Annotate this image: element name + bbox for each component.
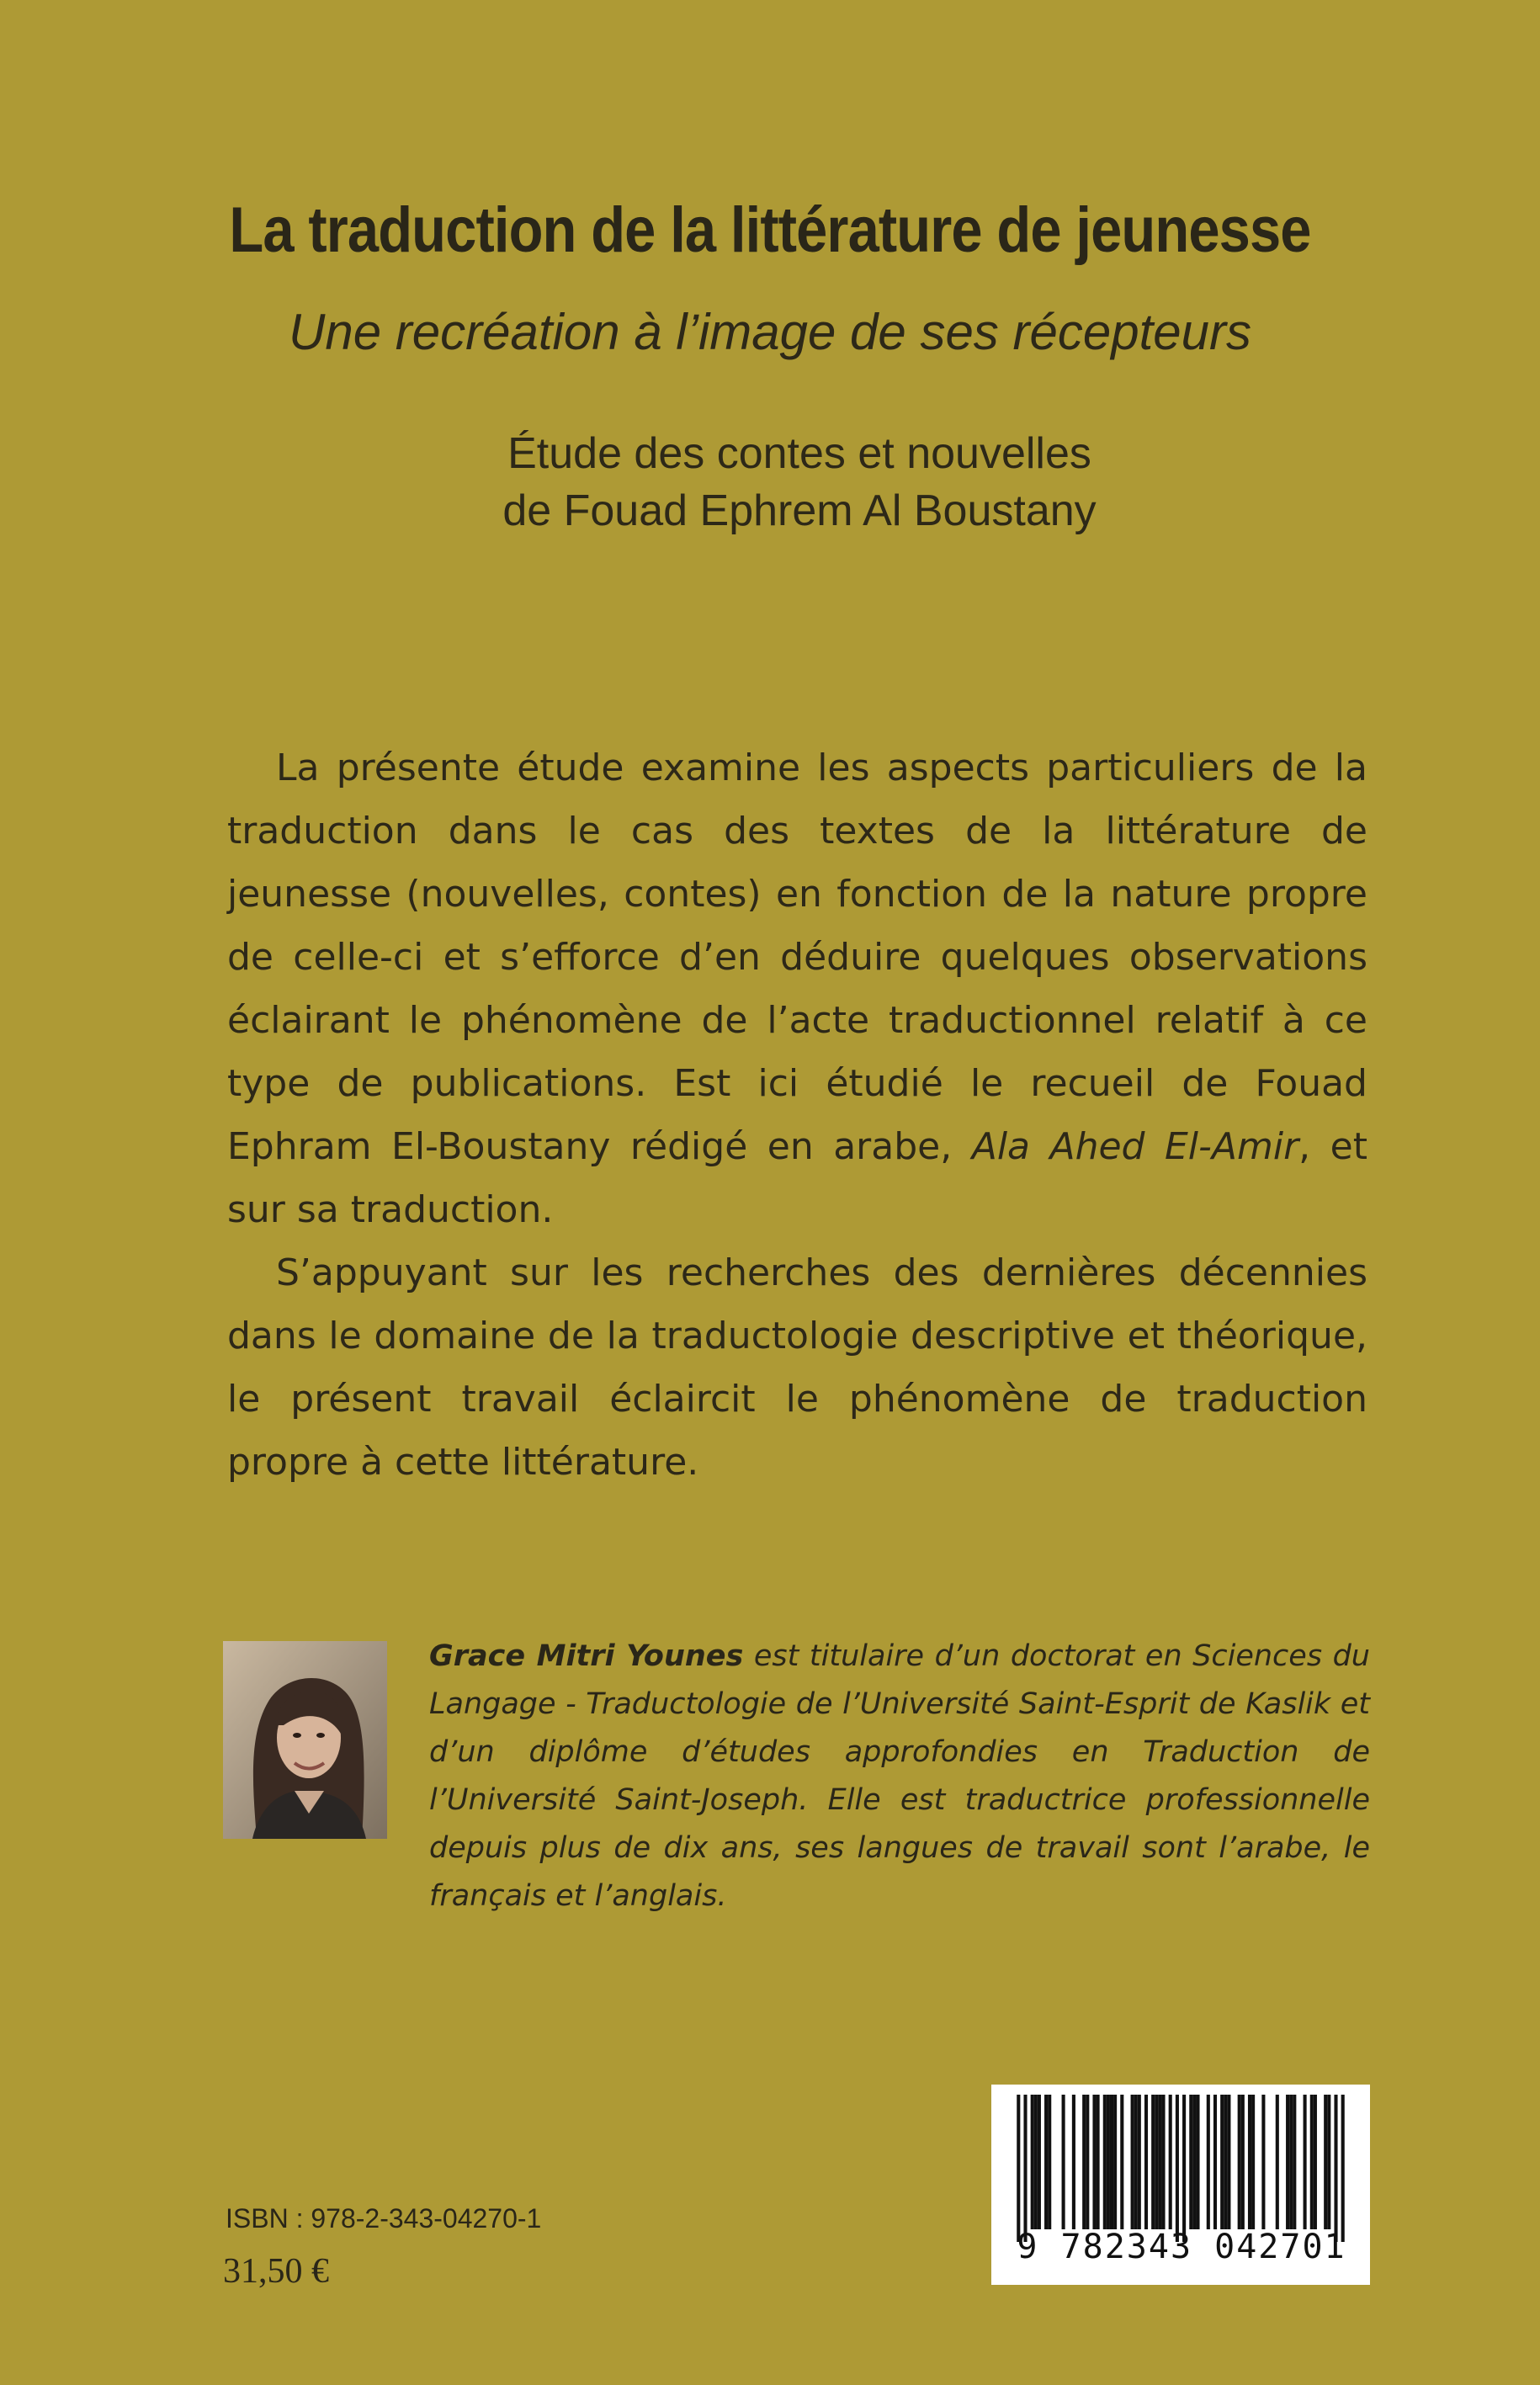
summary-paragraph-1: [227, 736, 1367, 1241]
barcode-bar: [1072, 2095, 1075, 2229]
barcode-bar: [1213, 2095, 1217, 2229]
book-title: La traduction de la littérature de jeunesse: [229, 194, 1311, 266]
barcode-bar: [1261, 2095, 1265, 2229]
barcode-bar: [1276, 2095, 1279, 2229]
barcode-bar: [1086, 2095, 1089, 2229]
isbn: ISBN : 978-2-343-04270-1: [226, 2203, 542, 2234]
barcode-bar: [1092, 2095, 1096, 2229]
barcode-bar: [1131, 2095, 1134, 2229]
barcode-bar: [1031, 2095, 1034, 2229]
barcode-bar: [1110, 2095, 1113, 2229]
summary-p1-start: La présente étude examine les aspects particuliers de la traduction dans le cas des textes de la littérature de jeunesse (nouvelles, contes) en fonction de la nature propre de celle-ci et s’efforce d’en déduire quelques observations éclairant le phénomène de l’acte traductionnel relatif à ce type de publications. Est ici étudié le recueil de Fouad Ephram El-Boustany rédigé en arabe,: [227, 746, 1367, 1168]
author-name: Grace Mitri Younes: [429, 1639, 744, 1673]
barcode-bar: [1134, 2095, 1138, 2229]
summary-p1-end: , et sur sa traduction.: [227, 1125, 1367, 1231]
author-photo: [223, 1641, 387, 1839]
barcode-bar: [1151, 2095, 1155, 2229]
barcode-bar: [1169, 2095, 1172, 2229]
barcode-bar: [1189, 2095, 1192, 2229]
barcode-bar: [1017, 2095, 1020, 2242]
barcode-bar: [1161, 2095, 1165, 2229]
barcode-bar: [1044, 2095, 1048, 2229]
barcode-bar: [1327, 2095, 1330, 2229]
barcode-bar: [1310, 2095, 1314, 2229]
barcode-bar: [1113, 2095, 1117, 2229]
barcode-bar: [1120, 2095, 1123, 2229]
barcode-bar: [1220, 2095, 1224, 2229]
barcode-bar: [1304, 2095, 1307, 2229]
summary-text: [227, 736, 1367, 1494]
price: 31,50 €: [223, 2252, 329, 2291]
study-line-1: Étude des contes et nouvelles: [507, 429, 1091, 478]
book-subtitle: Une recréation à l’image de ses récepteurs: [289, 304, 1251, 360]
barcode-bar: [1107, 2095, 1110, 2229]
barcode-bar: [1182, 2095, 1186, 2242]
barcode-digits: 9 782343 042701: [1017, 2228, 1346, 2266]
barcode-bar: [1207, 2095, 1210, 2229]
barcode-bar: [1103, 2095, 1107, 2229]
barcode-bar: [1176, 2095, 1179, 2242]
summary-p1-book-title: Ala Ahed El-Amir: [971, 1125, 1299, 1168]
barcode-bar: [1144, 2095, 1148, 2229]
barcode-bar: [1034, 2095, 1038, 2229]
barcode-bar: [1158, 2095, 1161, 2229]
author-bio-text: est titulaire d’un doctorat en Sciences du Langage - Traductologie de l’Université Saint-Esprit de Kaslik et d’un diplôme d’études approfondies en Traduction de l’Université Saint-Joseph. Elle est traductrice professionnelle depuis plus de dix ans, ses langues de travail sont l’arabe, le français et l’anglais.: [429, 1639, 1370, 1913]
author-bio: [429, 1633, 1370, 1920]
barcode-bar: [1314, 2095, 1317, 2229]
barcode-bar: [1334, 2095, 1337, 2242]
barcode-bar: [1289, 2095, 1293, 2229]
study-description: [0, 425, 1540, 539]
barcode-bar: [1341, 2095, 1345, 2242]
barcode-bar: [1097, 2095, 1100, 2229]
barcode-bar: [1248, 2095, 1251, 2229]
barcode-bar: [1238, 2095, 1241, 2229]
barcode-bar: [1155, 2095, 1158, 2229]
barcode-bar: [1048, 2095, 1051, 2229]
barcode-bar: [1196, 2095, 1199, 2229]
barcode-bar: [1038, 2095, 1041, 2229]
barcode-bar: [1286, 2095, 1289, 2229]
barcode-bar: [1293, 2095, 1296, 2229]
barcode-bar: [1227, 2095, 1230, 2229]
barcode-bar: [1192, 2095, 1196, 2229]
barcode-bar: [1324, 2095, 1327, 2229]
barcode: [991, 2085, 1370, 2285]
barcode-bar: [1224, 2095, 1227, 2229]
barcode-bar: [1023, 2095, 1027, 2242]
study-line-2: de Fouad Ephrem Al Boustany: [502, 486, 1097, 535]
barcode-bar: [1062, 2095, 1065, 2229]
barcode-bar: [1138, 2095, 1141, 2229]
summary-paragraph-2: S’appuyant sur les recherches des dernières décennies dans le domaine de la traductologie descriptive et théorique, le présent travail éclaircit le phénomène de traduction propre à cette littérature.: [227, 1251, 1367, 1484]
barcode-bar: [1251, 2095, 1255, 2229]
author-portrait-image: [223, 1641, 387, 1839]
barcode-bar: [1241, 2095, 1245, 2229]
barcode-bar: [1082, 2095, 1086, 2229]
